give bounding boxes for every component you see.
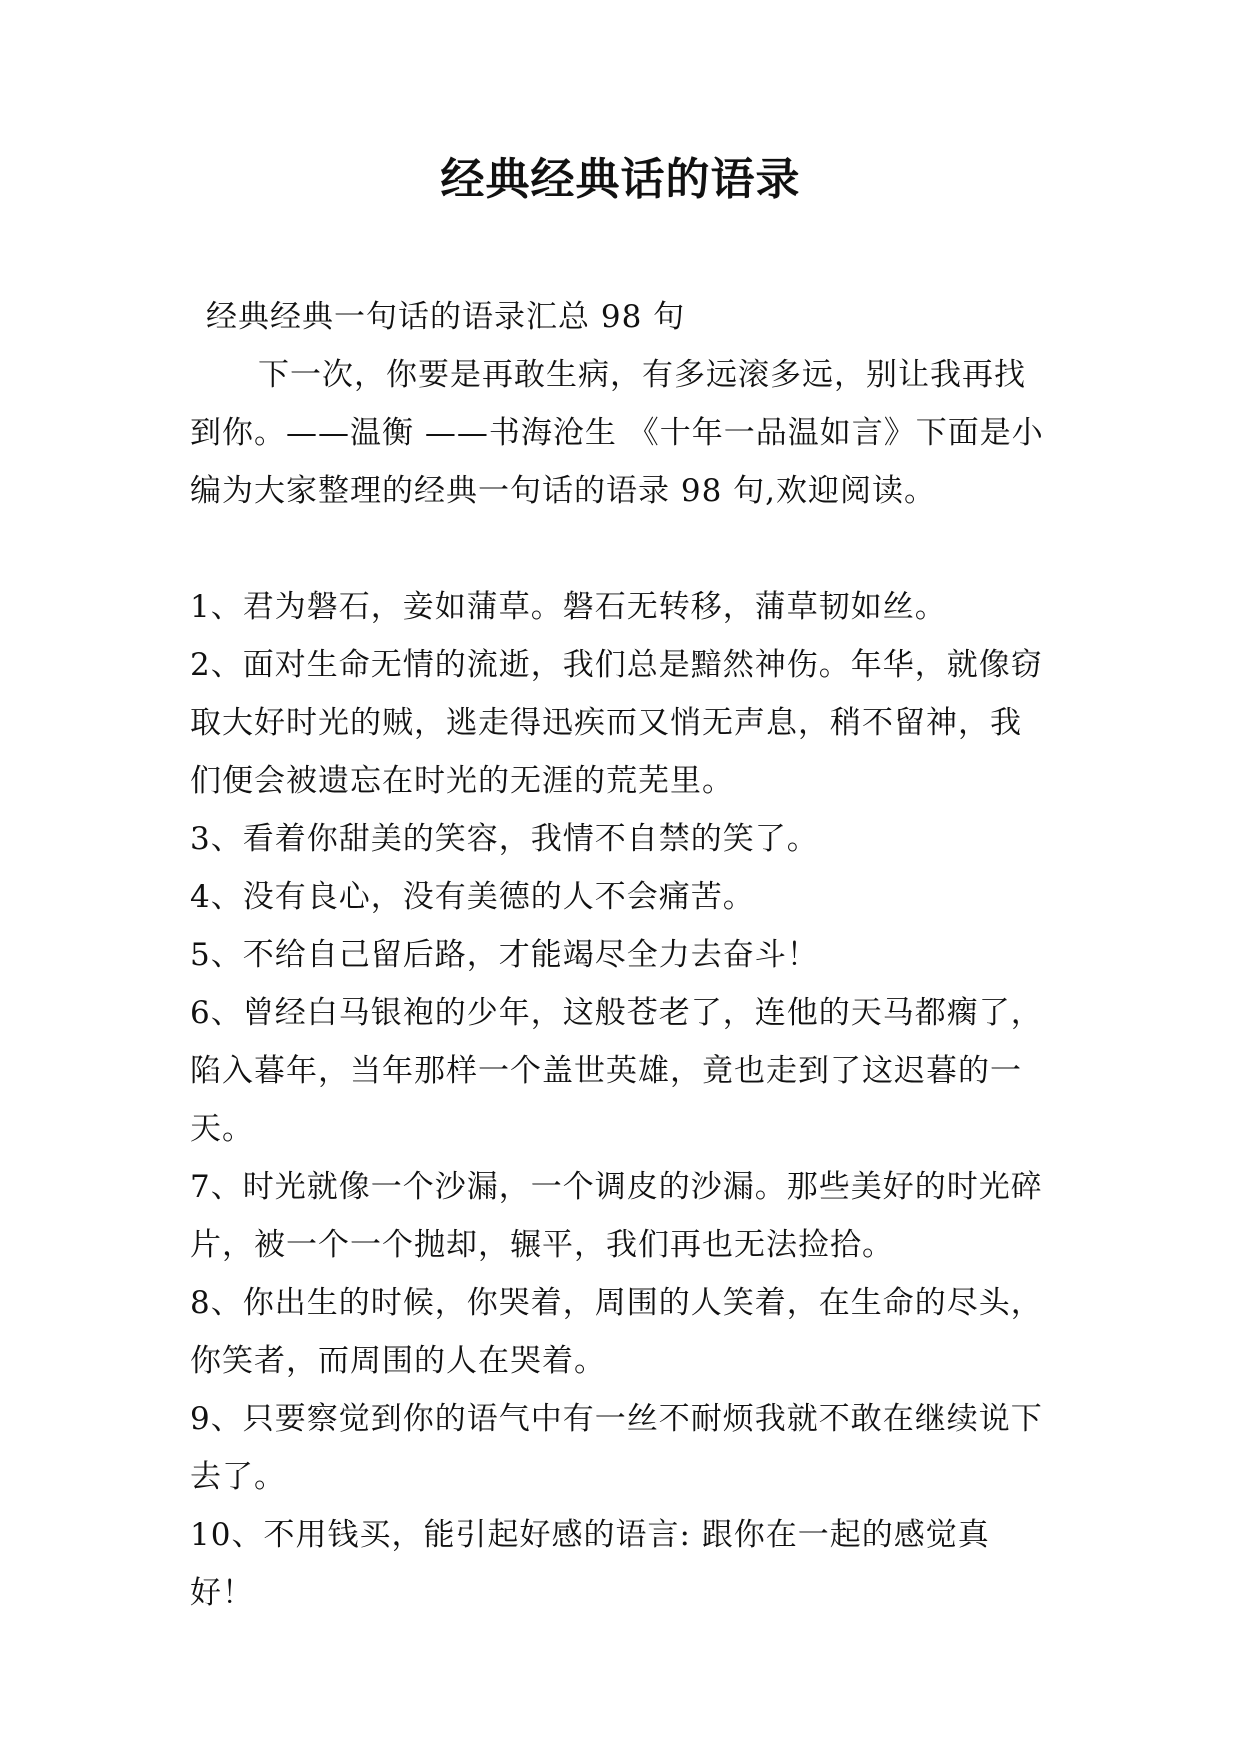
quote-item: 10、不用钱买，能引起好感的语言: 跟你在一起的感觉真好！ xyxy=(190,1517,990,1611)
document-subtitle: 经典经典一句话的语录汇总 98 句 xyxy=(206,299,686,335)
intro-paragraph: 下一次，你要是再敢生病，有多远滚多远，别让我再找到你。——温衡 ——书海沧生 《十年一品温如言》下面是小编为大家整理的经典一句话的语录 98 句,欢迎阅读。 xyxy=(190,357,1044,509)
quote-item: 2、面对生命无情的流逝，我们总是黯然神伤。年华，就像窃取大好时光的贼，逃走得迅疾而又悄无声息，稍不留神，我们便会被遗忘在时光的无涯的荒芜里。 xyxy=(190,647,1043,799)
quote-item: 3、看着你甜美的笑容，我情不自禁的笑了。 xyxy=(190,821,819,857)
quote-item: 4、没有良心，没有美德的人不会痛苦。 xyxy=(190,879,755,915)
quote-item: 8、你出生的时候，你哭着，周围的人笑着，在生命的尽头，你笑者，而周围的人在哭着。 xyxy=(190,1285,1043,1379)
document-title: 经典经典话的语录 xyxy=(440,154,801,205)
quote-item: 6、曾经白马银袍的少年，这般苍老了，连他的天马都瘸了，陷入暮年，当年那样一个盖世英雄，竟也走到了这迟暮的一天。 xyxy=(190,995,1043,1147)
quote-item: 7、时光就像一个沙漏，一个调皮的沙漏。那些美好的时光碎片，被一个一个抛却，辗平，我们再也无法捡拾。 xyxy=(190,1169,1043,1263)
quote-item: 5、不给自己留后路，才能竭尽全力去奋斗！ xyxy=(190,937,819,973)
quote-item: 1、君为磐石，妾如蒲草。磐石无转移，蒲草韧如丝。 xyxy=(190,589,947,625)
paragraph-spacer xyxy=(190,520,1052,578)
document-body xyxy=(190,288,1052,1622)
quote-list xyxy=(190,578,1052,1622)
quote-item: 9、只要察觉到你的语气中有一丝不耐烦我就不敢在继续说下去了。 xyxy=(190,1401,1043,1495)
